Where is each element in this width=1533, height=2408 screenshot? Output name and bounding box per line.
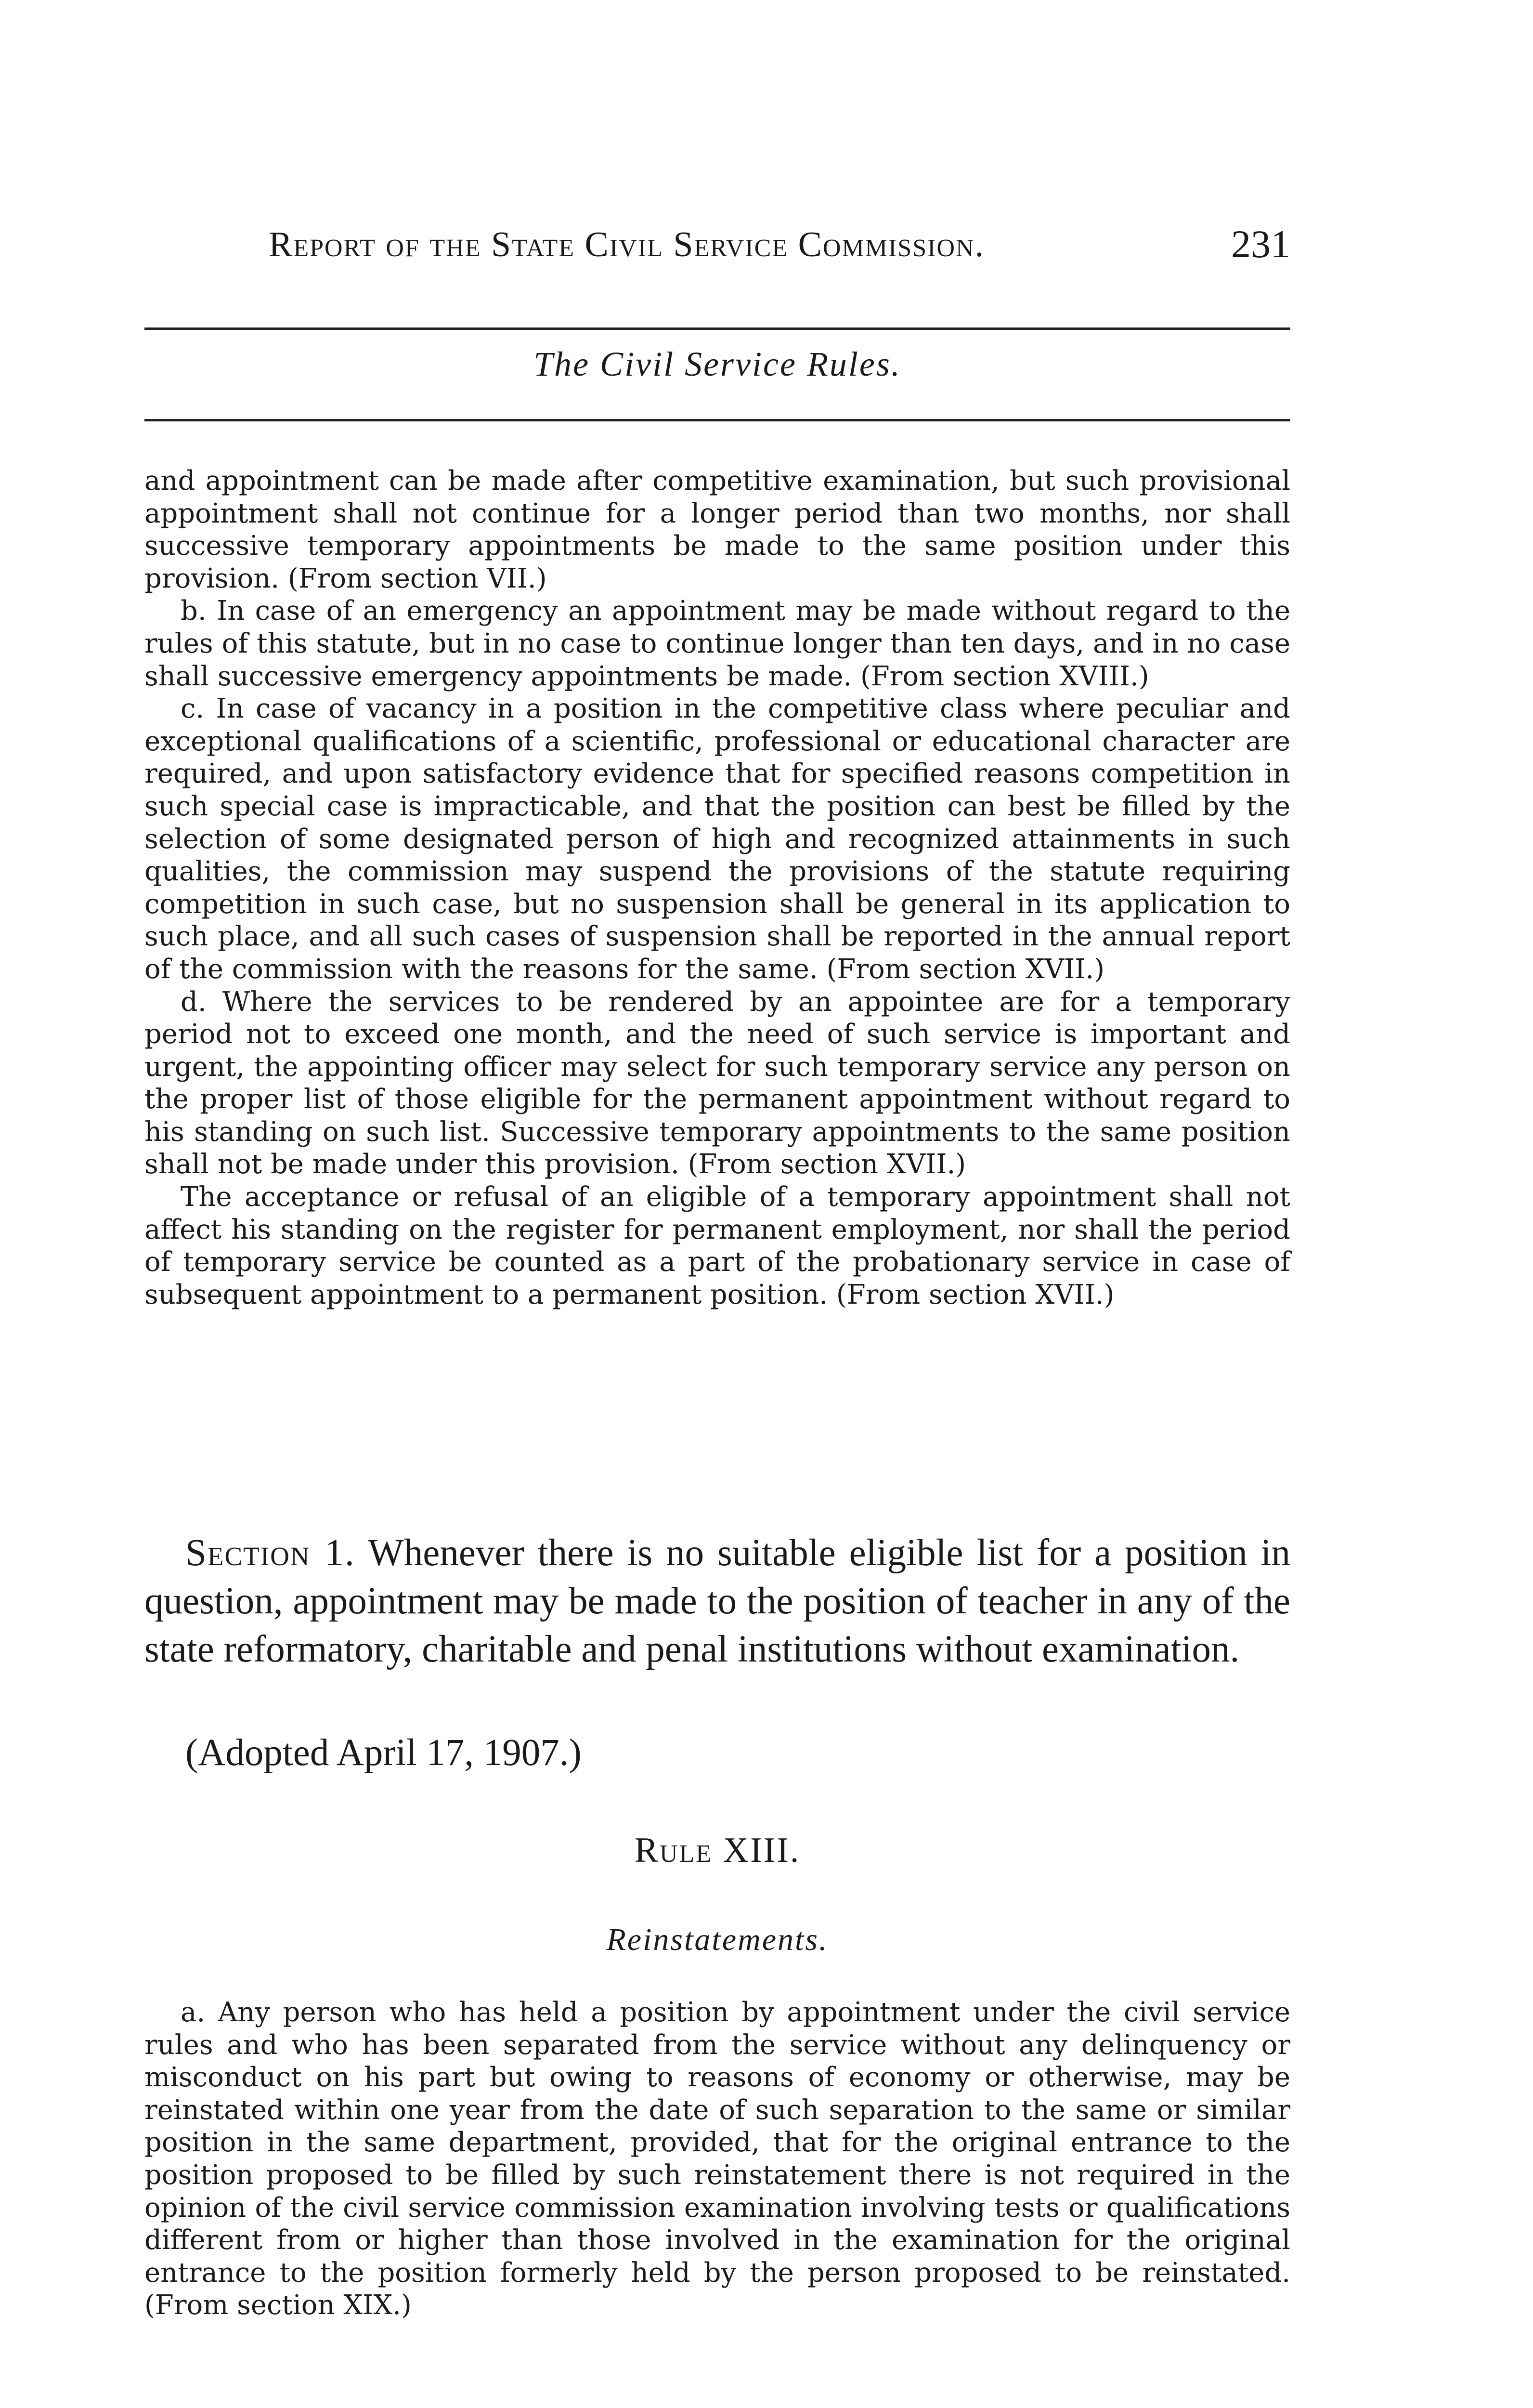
page-number: 231 (1231, 222, 1290, 266)
reinstatement-paragraph-a: a. Any person who has held a position by appointment under the civil service rules and who has been separated from the service without any delinquency or misconduct on his part but owing to reasons of economy or otherwise, may be reinstated within one year from the date of such separation to the same or similar position in the same department, provided, that for the original entrance to the position proposed to be filled by such reinstatement there is not required in the opinion of the civil service commission examination involving tests or qualifications different from or higher than those involved in the examination for the original entrance to the position formerly held by the person proposed to be reinstated. (From section XIX.) (144, 1997, 1290, 2321)
paragraph-d: d. Where the services to be rendered by an appointee are for a temporary period not to exceed one month, and the need of such service is important and urgent, the appointing officer may select for such temporary service any person on the proper list of those eligible for the permanent appointment without regard to his standing on such list. Successive temporary appointments to the same position shall not be made under this provision. (From section XVII.) (144, 986, 1290, 1180)
paragraph-b: b. In case of an emergency an appointment may be made without regard to the rules of this statute, but in no case to continue longer than ten days, and in no case shall successive emergency appointments be made. (From section XVIII.) (144, 595, 1290, 692)
running-head (144, 217, 1290, 275)
reinstatement-block (144, 1996, 1290, 2322)
section-title: The Civil Service Rules. (533, 345, 901, 383)
section-1-block (144, 1529, 1290, 1674)
adopted-date: (Adopted April 17, 1907.) (185, 1732, 582, 1774)
running-title: Report of the State Civil Service Commission. (269, 225, 985, 264)
section-1-text: Whenever there is no suitable eligible list for a position in question, appointment may be made to the position of teacher in any of the state reformatory, charitable and penal institutions without examination. (144, 1532, 1290, 1670)
paragraph-acceptance: The acceptance or refusal of an eligible of a temporary appointment shall not affect his standing on the register for permanent employment, nor shall the period of temporary service be counted as a part of the probationary service in case of subsequent appointment to a permanent position. (From section XVII.) (144, 1181, 1290, 1310)
rule-xiii-subtitle: Reinstatements. (606, 1922, 829, 1957)
section-1-label: Section 1. (185, 1532, 355, 1574)
paragraph-c: c. In case of vacancy in a position in the competitive class where peculiar and exceptional qualifications of a scientific, professional or educational character are required, and upon satisfactory evidence that for specified reasons competition in such special case is impracticable, and that the position can best be filled by the selection of some designated person of high and recognized attainments in such qualities, the commission may suspend the provisions of the statute requiring competition in such case, but no suspension shall be general in its application to such place, and all such cases of suspension shall be reported in the annual report of the commission with the reasons for the same. (From section XVII.) (144, 693, 1290, 985)
paragraph-continuation: and appointment can be made after competitive examination, but such provisional appointment shall not continue for a longer period than two months, nor shall successive temporary appointments be made to the same position under this provision. (From section VII.) (144, 465, 1290, 594)
header-rule-bottom (144, 419, 1290, 421)
rules-text-block (144, 465, 1290, 1311)
header-rule-top (144, 327, 1290, 330)
rule-xiii-title: Rule XIII. (634, 1831, 801, 1870)
